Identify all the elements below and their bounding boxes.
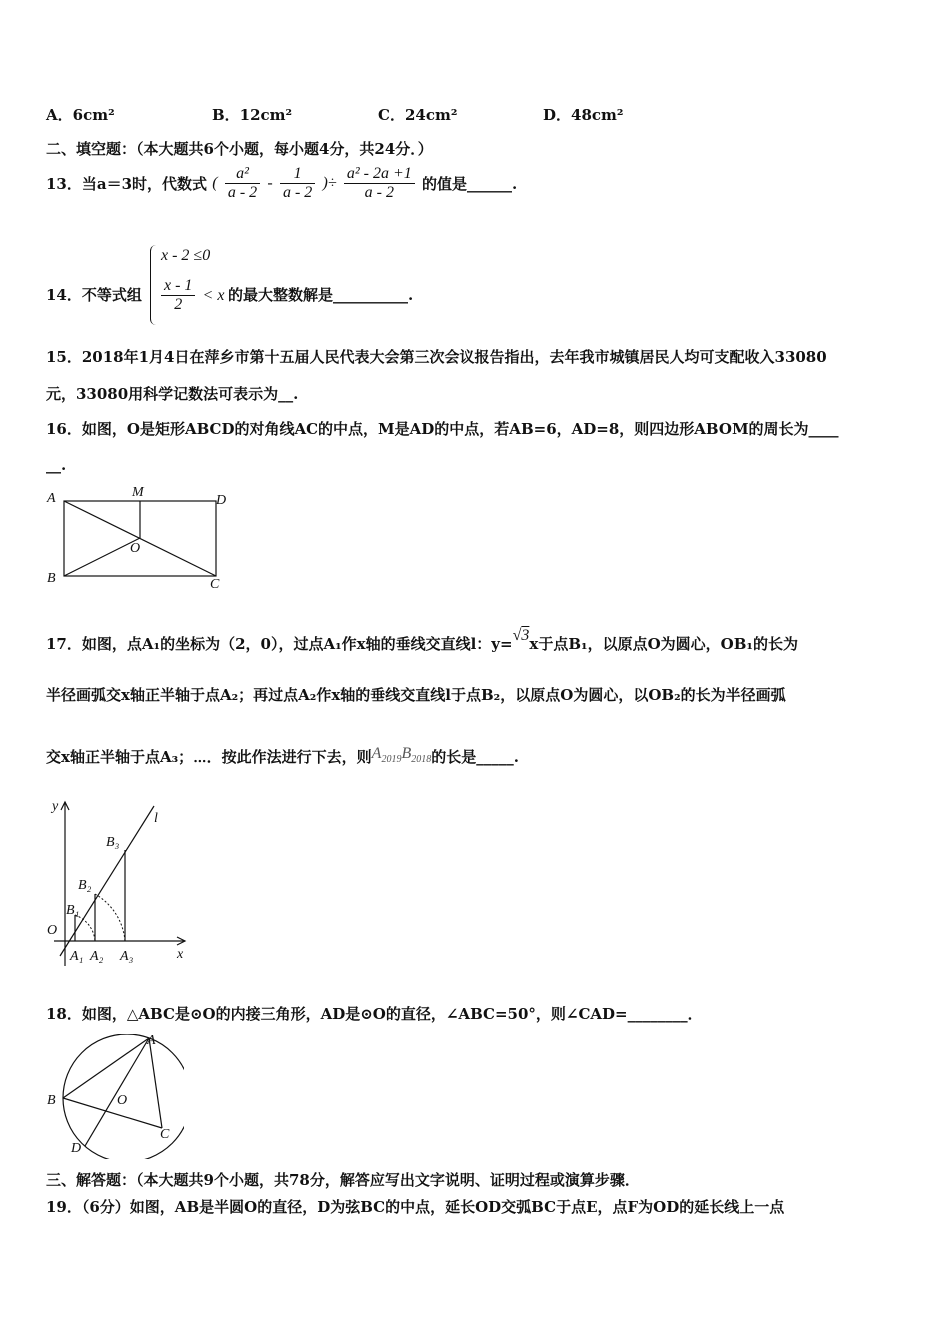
- q13-fraction-1: [225, 165, 260, 202]
- q16-rectangle-figure: [44, 482, 234, 592]
- segment-bc: [63, 1098, 162, 1128]
- q14-prefix: 14．不等式组: [46, 286, 142, 304]
- diameter-ad: [85, 1038, 149, 1146]
- label-a: A: [47, 491, 56, 506]
- q17-line3-b: 的长是_____.: [431, 748, 519, 766]
- q17-line3-a: 交x轴正半轴于点A₃；⋯．按此作法进行下去，则: [46, 748, 372, 766]
- option-d: D．48cm²: [543, 106, 624, 124]
- section3-header: 三、解答题：（本大题共9个小题，共78分，解答应写出文字说明、证明过程或演算步骤．: [46, 1171, 640, 1189]
- option-a: A．6cm²: [46, 106, 115, 124]
- label-c: C: [210, 577, 220, 592]
- label-d: D: [71, 1141, 82, 1156]
- label-y: y: [52, 799, 59, 814]
- q17-sqrt: √3: [512, 627, 530, 644]
- q17-arc-notation: $A_{2019}B_{2018}$: [371, 745, 432, 766]
- label-b: B: [47, 1093, 56, 1108]
- q17-line1-a: 17．如图，点A₁的坐标为（2，0），过点A₁作x轴的垂线交直线l：y=: [46, 635, 513, 653]
- label-o: O: [47, 923, 58, 938]
- label-o: O: [117, 1093, 128, 1108]
- label-a3: A₃: [120, 949, 134, 964]
- q16-line-2: __.: [46, 456, 67, 474]
- q17-line-2: 半径画弧交x轴正半轴于点A₂；再过点A₂作x轴的垂线交直线l于点B₂，以原点O为圆心，以OB₂的长为半径画弧: [46, 686, 786, 704]
- label-a2: A₂: [90, 949, 104, 964]
- label-c: C: [160, 1127, 170, 1142]
- q13-frac2-num: 1: [280, 165, 315, 184]
- arc-2: [95, 894, 125, 941]
- option-c: C．24cm²: [378, 106, 458, 124]
- q14-ineq2-rhs: < x: [202, 287, 225, 304]
- label-a: A: [147, 1034, 156, 1048]
- q19-line: 19．（6分）如图，AB是半圆O的直径，D为弦BC的中点，延长OD交弧BC于点E，点F为OD的延长线上一点: [46, 1198, 785, 1216]
- label-b3: B₃: [106, 835, 120, 850]
- q13-frac2-den: a - 2: [282, 184, 313, 201]
- label-b2: B₂: [78, 878, 92, 893]
- q17-line-3: [46, 746, 519, 769]
- question-13: 13．当a＝3时，代数式 ( $\frac{\text{a²}}{a - 2}$ - $\frac{1}{a - 2}$ )÷ $\frac{\text{a² - 2a +1}}{a - 2}$ 的值是______.: [46, 165, 518, 201]
- label-o: O: [130, 541, 141, 556]
- label-m: M: [132, 485, 144, 500]
- q17-coordinate-figure: [44, 794, 204, 970]
- q16-line-1: 16．如图，O是矩形ABCD的对角线AC的中点，M是AD的中点，若AB=6，AD=8，则四边形ABOM的周长为____: [46, 420, 839, 438]
- q13-fraction-2: [280, 165, 315, 202]
- label-x: x: [177, 947, 184, 962]
- section2-header: 二、填空题：（本大题共6个小题，每小题4分，共24分．）: [46, 140, 433, 158]
- option-b: B．12cm²: [212, 106, 293, 124]
- q14-ineq1: x - 2 ≤0: [161, 247, 211, 264]
- q13-frac3-num: a² - 2a +1: [344, 165, 415, 184]
- q13-frac1-den: a - 2: [227, 184, 258, 201]
- label-b1: B₁: [66, 903, 80, 918]
- q14-ineq2: [159, 277, 224, 314]
- label-a1: A₁: [70, 949, 84, 964]
- q13-frac3-den: a - 2: [364, 184, 394, 201]
- line-l: [60, 806, 154, 956]
- segment-ac: [149, 1038, 162, 1128]
- q13-prefix: 13．当a＝3时，代数式: [46, 175, 208, 193]
- q13-fraction-3: [344, 165, 415, 202]
- q17-line-1: [46, 627, 798, 654]
- label-d: D: [216, 493, 227, 508]
- q14-ineq2-num: x - 1: [161, 277, 195, 296]
- q13-frac1-num: a²: [225, 165, 260, 184]
- q14-suffix: 的最大整数解是__________.: [228, 286, 414, 304]
- q13-suffix: 的值是______.: [422, 175, 518, 193]
- q15-line-1: 15．2018年1月4日在萍乡市第十五届人民代表大会第三次会议报告指出，去年我市城镇居民人均可支配收入33080: [46, 348, 827, 366]
- segment-ob: [64, 538, 140, 576]
- q18-line: 18．如图，△ABC是⊙O的内接三角形，AD是⊙O的直径，∠ABC=50°，则∠CAD=________．: [46, 1005, 703, 1023]
- q14-ineq2-den: 2: [174, 296, 183, 313]
- q18-circle-figure: [44, 1034, 184, 1159]
- q17-line1-b: x于点B₁，以原点O为圆心，OB₁的长为: [529, 635, 798, 653]
- label-b: B: [47, 571, 56, 586]
- q15-line-2: 元，33080用科学记数法可表示为__.: [46, 385, 299, 403]
- segment-ba: [63, 1038, 149, 1098]
- label-l: l: [154, 811, 158, 826]
